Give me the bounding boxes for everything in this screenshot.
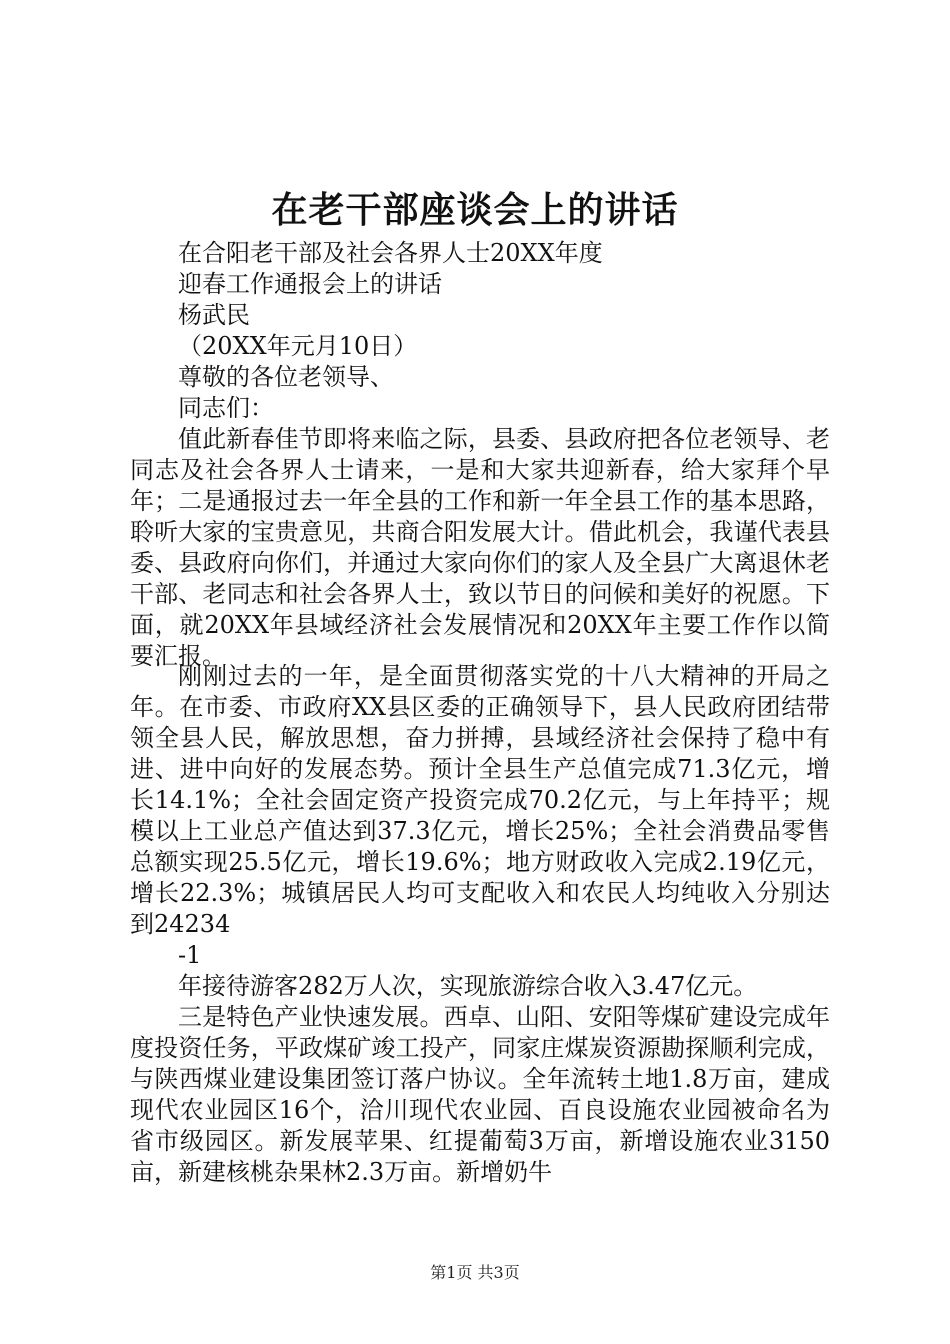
document-title: 在老干部座谈会上的讲话 [271,189,679,231]
speaker-name: 杨武民 [178,301,250,329]
speech-date: （20XX年元月10日） [178,332,418,360]
paragraph-industry: 三是特色产业快速发展。西卓、山阳、安阳等煤矿建设完成年度投资任务，平政煤矿竣工投产，同家庄煤炭资源勘探顺利完成，与陕西煤业建设集团签订落户协议。全年流转土地1.8万亩，建成现代农业园区16个，洽川现代农业园、百良设施农业园被命名为省市级园区。新发展苹果、红提葡萄3万亩，新增设施农业3150亩，新建核桃杂果林2.3万亩。新增奶牛 [130,1003,830,1186]
subtitle-line-2: 迎春工作通报会上的讲话 [178,270,442,298]
page-fragment-dash: -1 [178,941,202,969]
salutation-line-2: 同志们： [178,394,274,422]
salutation-line-1: 尊敬的各位老领导、 [178,363,394,391]
paragraph-opening: 值此新春佳节即将来临之际，县委、县政府把各位老领导、老同志及社会各界人士请来，一是和大家共迎新春，给大家拜个早年；二是通报过去一年全县的工作和新一年全县工作的基本思路，聆听大家的宝贵意见，共商合阳发展大计。借此机会，我谨代表县委、县政府向你们，并通过大家向你们的家人及全县广大离退休老干部、老同志和社会各界人士，致以节日的问候和美好的祝愿。下面，就20XX年县域经济社会发展情况和20XX年主要工作作以简要汇报。 [130,425,830,670]
page-footer: 第1页 共3页 [430,1263,520,1282]
paragraph-review: 刚刚过去的一年，是全面贯彻落实党的十八大精神的开局之年。在市委、市政府XX县区委的正确领导下，县人民政府团结带领全县人民，解放思想，奋力拼搏，县域经济社会保持了稳中有进、进中向好的发展态势。预计全县生产总值完成71.3亿元，增长14.1%；全社会固定资产投资完成70.2亿元，与上年持平；规模以上工业总产值达到37.3亿元，增长25%；全社会消费品零售总额实现25.5亿元，增长19.6%；地方财政收入完成2.19亿元，增长22.3%；城镇居民人均可支配收入和农民人均纯收入分别达到24234 [130,662,830,938]
subtitle-line-1: 在合阳老干部及社会各界人士20XX年度 [178,239,603,267]
tourism-line: 年接待游客282万人次，实现旅游综合收入3.47亿元。 [178,972,758,1000]
